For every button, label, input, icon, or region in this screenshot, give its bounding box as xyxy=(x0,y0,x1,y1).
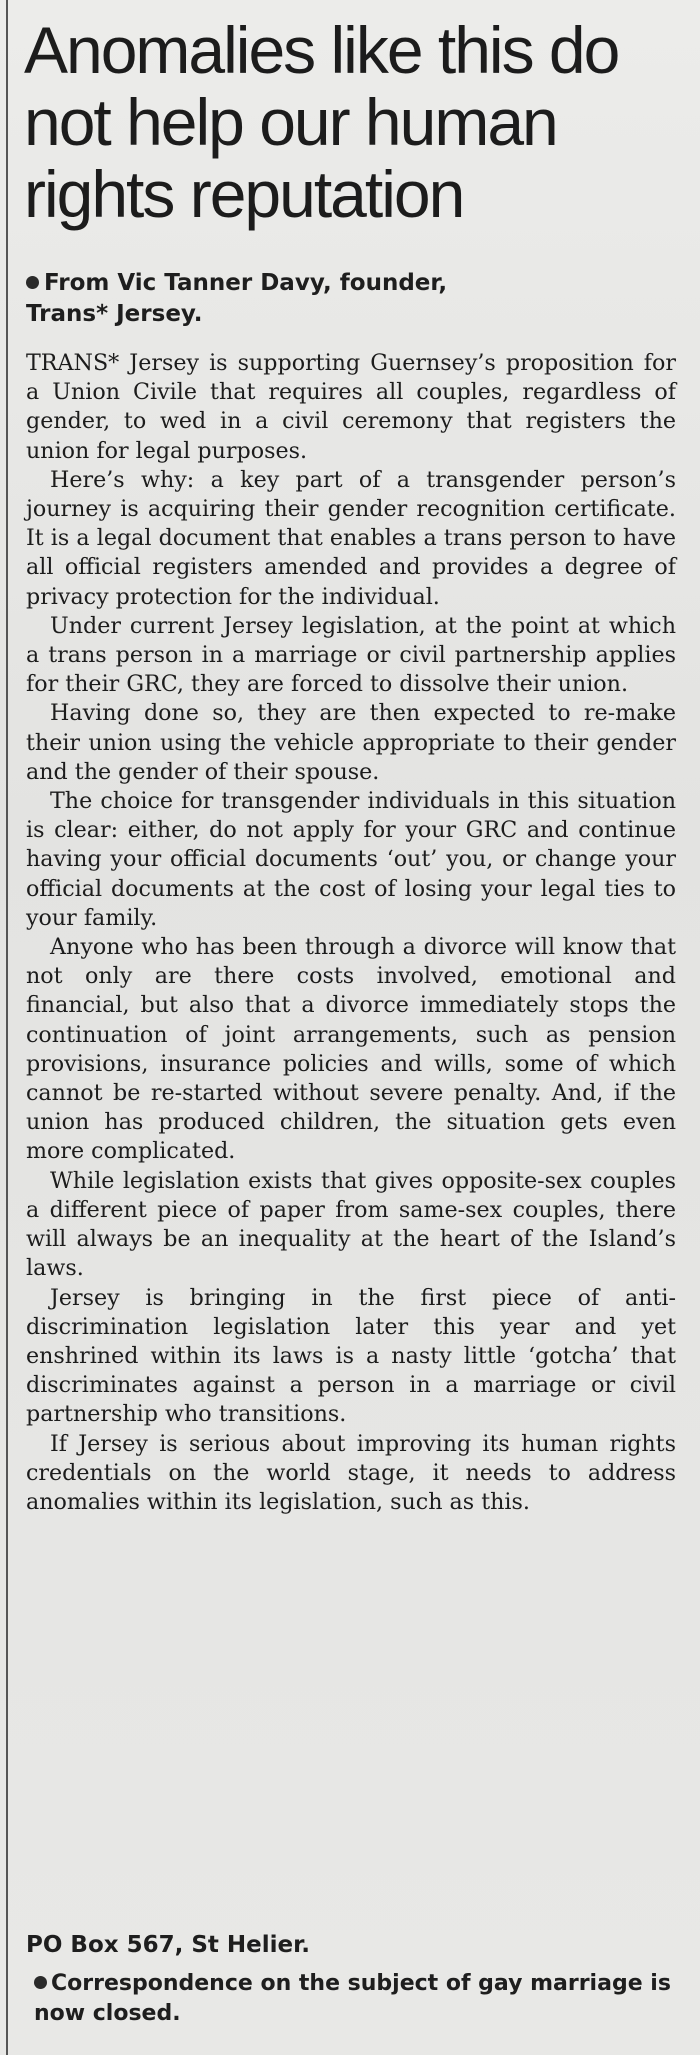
bullet-icon xyxy=(26,276,39,289)
paragraph: Here’s why: a key part of a transgender person’s journey is acquiring their gender recognition certificate. It is a legal document that enables a trans person to have all official registers amended and provides a degree of privacy protection for the individual. xyxy=(26,466,676,610)
paragraph: Having done so, they are then expected to re-make their union using the vehicle appropriate to their gender and the gender of their spouse. xyxy=(26,700,676,785)
editor-note-text: Correspondence on the subject of gay marriage is now closed. xyxy=(34,1971,671,2026)
paragraph: Anyone who has been through a divorce will know that not only are there costs involved, emotional and financial, but also that a divorce immediately stops the continuation of joint arrangements, such as pension provisions, insurance policies and wills, some of which cannot be re-started without severe penalty. And, if the union has produced children, the situation gets even more complicated. xyxy=(26,934,676,1165)
paragraph: TRANS* Jersey is supporting Guernsey’s proposition for a Union Civile that requires all couples, regardless of gender, to wed in a civil ceremony that registers the union for legal purposes. xyxy=(26,350,676,464)
paragraph: While legislation exists that gives opposite-sex couples a different piece of paper from same-sex couples, there will always be an inequality at the heart of the Island’s laws. xyxy=(26,1167,676,1282)
byline-author: From Vic Tanner Davy, founder, xyxy=(44,270,448,296)
headline: Anomalies like this do not help our human rights reputation xyxy=(24,13,619,231)
paragraph: The choice for transgender individuals in this situation is clear: either, do not apply for your GRC and continue having your official documents ‘out’ you, or change your official documents at the cost of losing your legal ties to your family. xyxy=(26,788,676,931)
signoff-address: PO Box 567, St Helier. xyxy=(26,1932,310,1958)
paragraph: If Jersey is serious about improving its human rights credentials on the world stage, it needs to address anomalies within its legislation, such as this. xyxy=(26,1430,676,1515)
byline xyxy=(26,268,666,330)
byline-line-2: Trans* Jersey. xyxy=(26,301,203,327)
column-rule xyxy=(6,0,8,2055)
bullet-icon xyxy=(34,1976,47,1989)
letter-body xyxy=(26,349,676,1517)
byline-line-1 xyxy=(26,268,666,299)
editor-note xyxy=(34,1969,674,2029)
paragraph: Under current Jersey legislation, at the point at which a trans person in a marriage or civil partnership applies for their GRC, they are forced to dissolve their union. xyxy=(26,612,676,698)
paragraph: Jersey is bringing in the first piece of anti-discrimination legislation later this year and yet enshrined within its laws is a nasty little ‘gotcha’ that discriminates against a person in a marriage or civil partnership who transitions. xyxy=(26,1284,676,1428)
